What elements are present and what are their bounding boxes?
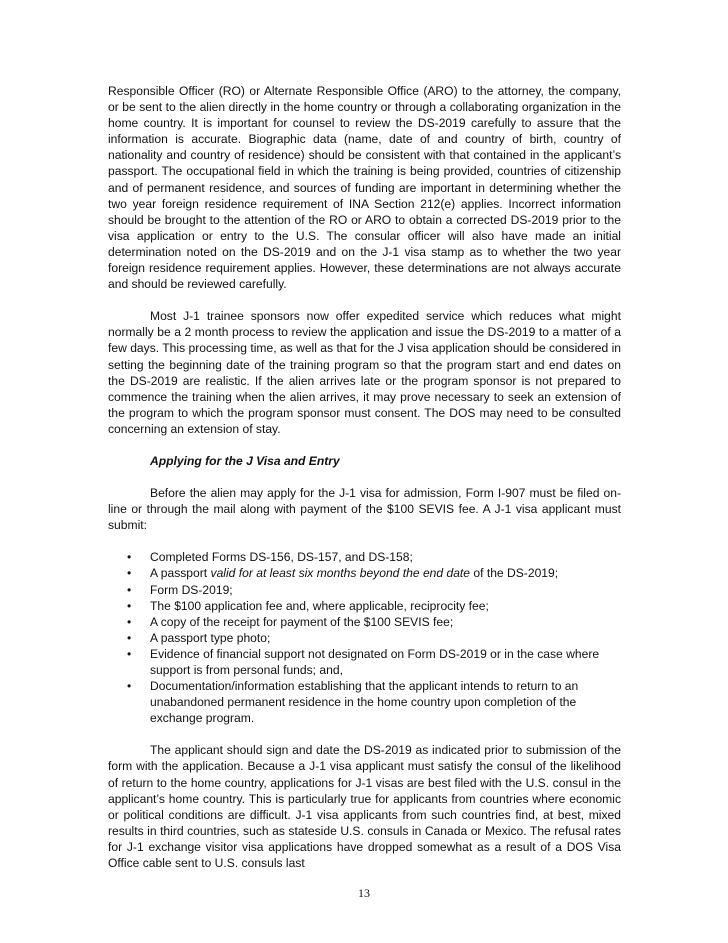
paragraph-visa-requirements-intro: Before the alien may apply for the J-1 visa for admission, Form I-907 must be filed on-line or through the mail along with payment of the $100 SEVIS fee. A J-1 visa applicant must submit: [108,486,621,533]
page-number: 13 [358,886,370,900]
list-item-text: A copy of the receipt for payment of the $100 SEVIS fee; [150,614,454,629]
bullet-icon: • [127,598,132,613]
list-item-text: Completed Forms DS-156, DS-157, and DS-158; [150,550,413,565]
list-item-text: The $100 application fee and, where applicable, reciprocity fee; [150,598,489,613]
requirements-list [108,549,621,726]
list-item-text: Form DS-2019; [150,582,233,597]
paragraph-continued: Responsible Officer (RO) or Alternate Responsible Office (ARO) to the attorney, the company, or be sent to the alien directly in the home country or through a collaborating organization in the home country. It is important for counsel to review the DS-2019 carefully to assure that the information is accurate. Biographic data (name, date of and country of birth, country of nationality and country of residence) should be consistent with that contained in the applicant’s passport. The occupational field in which the training is being provided, countries of citizenship and of permanent residence, and sources of funding are important in determining whether the two year foreign residence requirement of INA Section 212(e) applies. Incorrect information should be brought to the attention of the RO or ARO to obtain a corrected DS-2019 prior to the visa application or entry to the U.S. The consular officer will also have made an initial determination noted on the DS-2019 and on the J-1 visa stamp as to whether the two year foreign residence requirement applies. However, these determinations are not always accurate and should be reviewed carefully. [108,84,621,292]
bullet-icon: • [127,550,132,565]
list-item [127,646,621,678]
list-item-emphasis: valid for at least six months beyond the end date [210,566,471,581]
bullet-icon: • [127,566,132,581]
list-item [127,614,621,630]
bullet-icon: • [127,582,132,597]
list-item [127,678,621,726]
bullet-icon: • [127,679,132,694]
list-item-text: Documentation/information establishing that the applicant intends to return to an unabandoned permanent residence in the home country upon completion of the exchange program. [150,679,579,726]
bullet-icon: • [127,646,132,661]
list-item [127,598,621,614]
bullet-icon: • [127,614,132,629]
list-item [127,549,621,565]
list-item-text: A passport type photo; [150,630,271,645]
list-item-text-after: of the DS-2019; [470,566,559,581]
section-heading: Applying for the J Visa and Entry [150,453,340,468]
bullet-icon: • [127,630,132,645]
list-item-text-before: A passport [150,566,211,581]
list-item-text: Evidence of financial support not designated on Form DS-2019 or in the case where support is from personal funds; and, [150,646,600,677]
page-body [108,83,621,887]
list-item [127,630,621,646]
list-item [127,565,621,581]
paragraph-signing-and-filing: The applicant should sign and date the DS-2019 as indicated prior to submission of the form with the application. Because a J-1 visa applicant must satisfy the consul of the likelihood of return to the home country, applications for J-1 visas are best filed with the U.S. consul in the applicant’s home country. This is particularly true for applicants from countries where economic or political conditions are difficult. J-1 visa applicants from such countries find, at best, mixed results in third countries, such as stateside U.S. consuls in Canada or Mexico. The refusal rates for J-1 exchange visitor visa applications have dropped somewhat as a result of a DOS Visa Office cable sent to U.S. consuls last [108,743,621,871]
list-item [127,582,621,598]
paragraph-expedited-service: Most J-1 trainee sponsors now offer expedited service which reduces what might normally be a 2 month process to review the application and issue the DS-2019 to a matter of a few days. This processing time, as well as that for the J visa application should be considered in setting the beginning date of the training program so that the program start and end dates on the DS-2019 are realistic. If the alien arrives late or the program sponsor is not prepared to commence the training when the alien arrives, it may prove necessary to seek an extension of the program to which the program sponsor must consent. The DOS may need to be consulted concerning an extension of stay. [108,309,621,436]
